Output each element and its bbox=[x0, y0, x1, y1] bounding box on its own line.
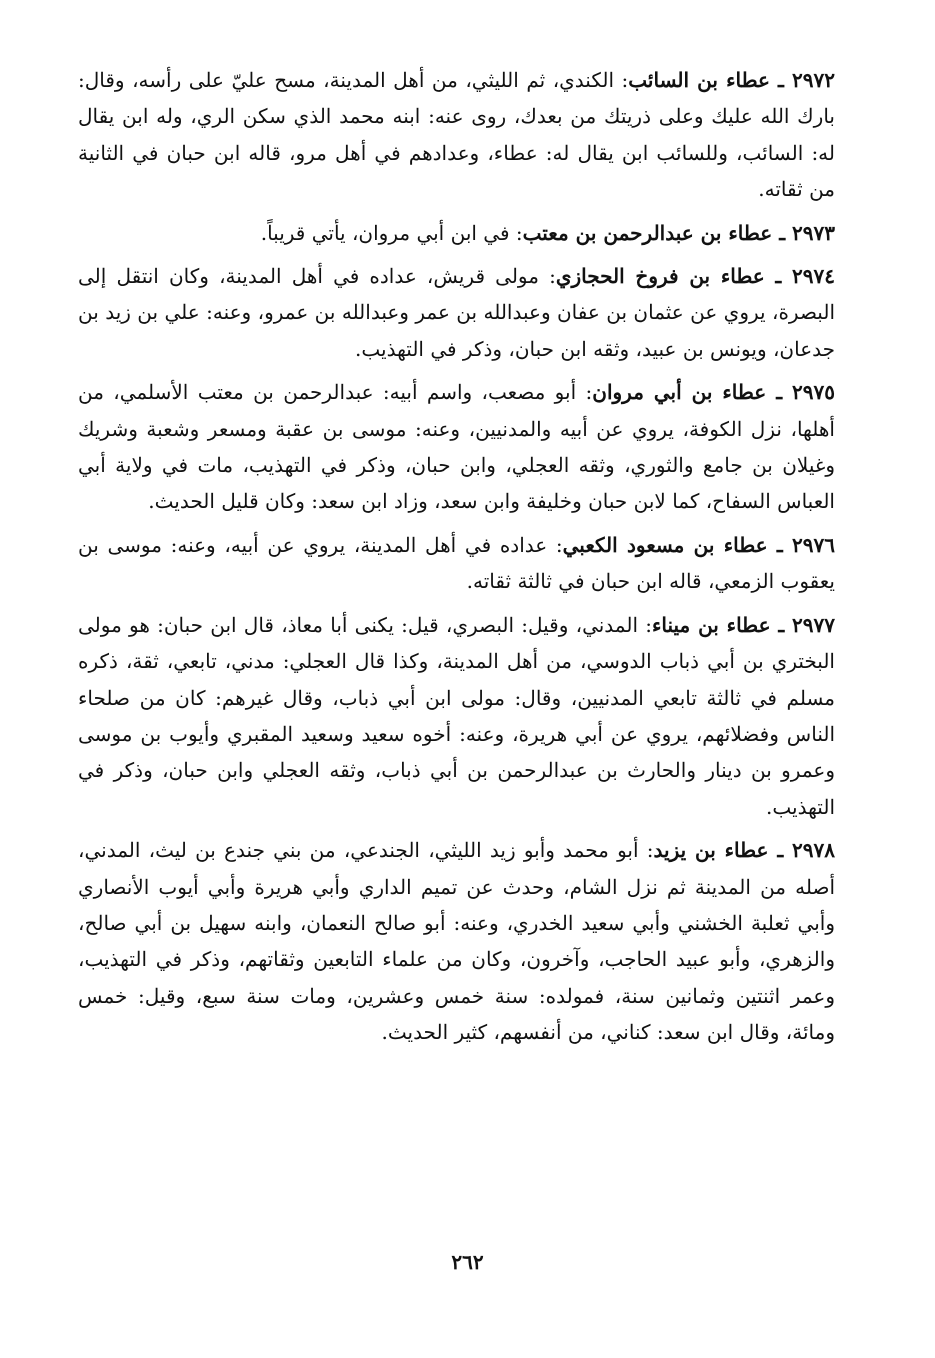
entry-dash: ـ bbox=[766, 380, 793, 405]
entry-dash: ـ bbox=[764, 264, 793, 289]
entry-heading: عطاء بن السائب bbox=[628, 68, 770, 92]
biography-entry-2978 bbox=[78, 832, 835, 1050]
entry-heading: عطاء بن فروخ الحجازي bbox=[555, 264, 765, 289]
entry-body: : المدني، وقيل: البصري، قيل: يكنى أبا معاذ، قال ابن حبان: هو مولى البختري بن أبي ذباب الدوسي، من أهل المدينة، وكذا قال العجلي: مدني، تابعي، ثقة، ذكره مسلم في ثالثة تابعي المدنيين، وقال: مولى ابن أبي ذباب، وقال غيرهم: كان من صلحاء الناس وفضلائهم، يروي عن أبي هريرة، وعنه: أخوه سعيد وسعيد المقبري وأيوب بن موسى وعمرو بن دينار والحارث بن عبدالرحمن بن أبي ذباب، وثقه العجلي وابن حبان، وذكر في التهذيب. bbox=[78, 612, 835, 819]
entry-body: : مولى قريش، عداده في أهل المدينة، وكان انتقل إلى البصرة، يروي عن عثمان بن عفان وعبدالله بن عمر وعبدالله بن عمرو، وعنه: علي بن زيد بن جدعان، ويونس بن عبيد، وثقه ابن حبان، وذكر في التهذيب. bbox=[78, 264, 835, 361]
entry-number: ٢٩٧٣ bbox=[792, 220, 835, 245]
biography-entry-2977 bbox=[78, 607, 835, 825]
biography-entry-2973 bbox=[78, 215, 835, 251]
biography-entry-2975 bbox=[78, 374, 835, 520]
entry-dash: ـ bbox=[768, 838, 793, 863]
biography-entry-2976 bbox=[78, 527, 835, 600]
entry-number: ٢٩٧٤ bbox=[792, 264, 835, 289]
biography-entry-2972 bbox=[78, 62, 835, 208]
entry-heading: عطاء بن يزيد bbox=[653, 838, 769, 863]
biography-entry-2974 bbox=[78, 258, 835, 367]
page-number: ٢٦٢ bbox=[451, 1250, 484, 1274]
entry-body: : عداده في أهل المدينة، يروي عن أبيه، وعنه: موسى بن يعقوب الزمعي، قاله ابن حبان في ثالثة ثقاته. bbox=[78, 532, 835, 594]
entry-body: : أبو مصعب، واسم أبيه: عبدالرحمن بن معتب الأسلمي، من أهلها، نزل الكوفة، يروي عن أبيه والمدنيين، وعنه: موسى بن عقبة ومسعر وشعبة وشريك وغيلان بن جامع والثوري، وثقه العجلي، وابن حبان، وذكر في التهذيب، مات في ولاية أبي العباس السفاح، كما لابن حبان وخليفة وابن سعد، وزاد ابن سعد: وكان قليل الحديث. bbox=[78, 380, 835, 514]
entry-number: ٢٩٧٦ bbox=[792, 532, 835, 557]
entry-number: ٢٩٧٨ bbox=[792, 838, 835, 863]
entry-body: : في ابن أبي مروان، يأتي قريباً. bbox=[260, 220, 523, 245]
entry-heading: عطاء بن ميناء bbox=[651, 612, 771, 637]
entry-body: : أبو محمد وأبو زيد الليثي، الجندعي، من بني جندع بن ليث، المدني، أصله من المدينة ثم نزل الشام، وحدث عن تميم الداري وأبي هريرة وأبي أيوب الأنصاري وأبي ثعلبة الخشني وأبي سعيد الخدري، وعنه: أبو صالح النعمان، وابنه سهيل بن أبي صالح، والزهري، وأبو عبيد الحاجب، وآخرون، وكان من علماء التابعين وثقاتهم، وذكر في التهذيب، وعمر اثنتين وثمانين سنة، فمولده: سنة خمس وعشرين، ومات سنة سبع، وقيل: خمس ومائة، وقال ابن سعد: كناني، من أنفسهم، كثير الحديث. bbox=[78, 838, 835, 1045]
page-body bbox=[78, 62, 835, 1058]
entry-number: ٢٩٧٧ bbox=[792, 612, 835, 637]
entry-dash: ـ bbox=[770, 612, 793, 637]
entry-dash: ـ bbox=[767, 532, 793, 557]
entry-heading: عطاء بن عبدالرحمن بن معتب bbox=[522, 220, 773, 245]
entry-heading: عطاء بن أبي مروان bbox=[592, 380, 767, 405]
entry-number: ٢٩٧٥ bbox=[792, 380, 835, 405]
entry-heading: عطاء بن مسعود الكعبي bbox=[562, 532, 768, 557]
entry-dash: ـ bbox=[772, 220, 793, 245]
entry-number: ٢٩٧٢ bbox=[792, 68, 835, 92]
entry-body: : الكندي، ثم الليثي، من أهل المدينة، مسح عليّ على رأسه، وقال: بارك الله عليك وعلى ذريتك من بعدك، روى عنه: ابنه محمد الذي سكن الري، وله ابن يقال له: السائب، وللسائب ابن يقال له: عطاء، وعدادهم في أهل مرو، قاله ابن حبان في الثانية من ثقاته. bbox=[78, 68, 835, 202]
entry-dash: ـ bbox=[769, 68, 792, 92]
